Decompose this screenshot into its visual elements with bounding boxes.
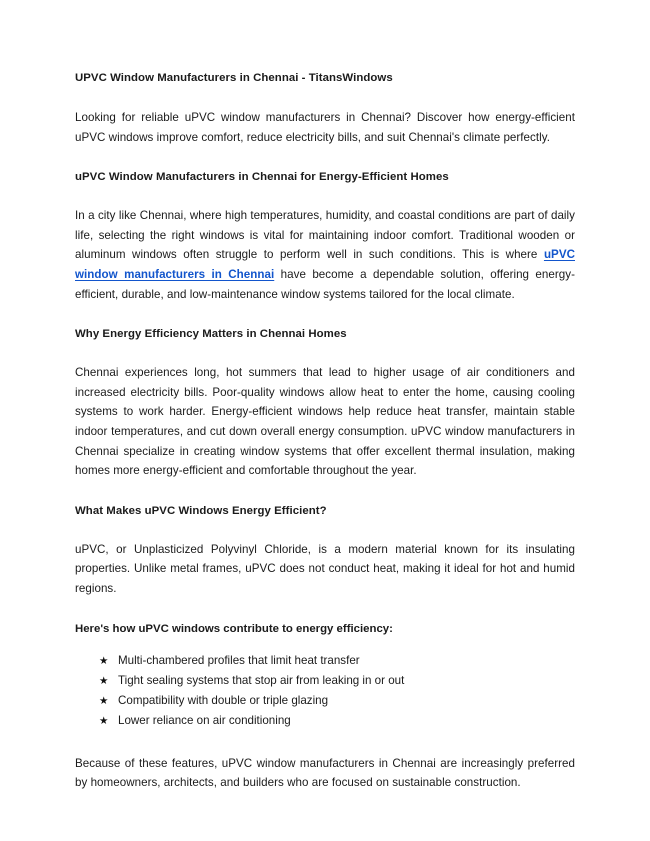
paragraph-what-makes-upvc-energy-efficient: uPVC, or Unplasticized Polyvinyl Chloride, is a modern material known for its insulating properties. Unlike metal frames, uPVC does not conduct heat, making it ideal for hot and humid regions. xyxy=(75,542,575,595)
star-icon: ★ xyxy=(99,695,109,708)
intro-paragraph: Looking for reliable uPVC window manufacturers in Chennai? Discover how energy-efficient uPVC windows improve comfort, reduce electricity bills, and suit Chennai's climate perfectly. xyxy=(75,111,575,144)
list-item-label: Multi-chambered profiles that limit heat transfer xyxy=(118,653,360,667)
benefits-list xyxy=(75,651,575,732)
paragraph-with-link xyxy=(75,206,575,304)
list-item xyxy=(99,711,575,731)
paragraph-text-after-link: have become a dependable solution, offering energy-efficient, durable, and low-maintenance window systems tailored for the local climate. xyxy=(75,267,575,301)
list-item xyxy=(99,651,575,671)
list-item xyxy=(99,671,575,691)
list-lead-in-text: Here's how uPVC windows contribute to energy efficiency: xyxy=(75,622,393,635)
document-body xyxy=(75,70,575,793)
star-icon: ★ xyxy=(99,654,109,667)
star-icon: ★ xyxy=(99,674,109,687)
paragraph-text-before-link: In a city like Chennai, where high temperatures, humidity, and coastal conditions are part of daily life, selecting the right windows is vital for maintaining indoor comfort. Traditional wooden or aluminum windows often struggle to perform well in such conditions. This is where xyxy=(75,209,575,262)
list-item xyxy=(99,691,575,711)
page-title: UPVC Window Manufacturers in Chennai - TitansWindows xyxy=(75,72,393,84)
list-item-label: Compatibility with double or triple glazing xyxy=(118,694,329,708)
list-item-label: Lower reliance on air conditioning xyxy=(118,714,291,728)
list-item-label: Tight sealing systems that stop air from leaking in or out xyxy=(118,673,405,687)
section-heading-why-energy-efficiency-matters: Why Energy Efficiency Matters in Chennai Homes xyxy=(75,328,347,341)
paragraph-why-energy-efficiency-matters: Chennai experiences long, hot summers that lead to higher usage of air conditioners and increased electricity bills. Poor-quality windows allow heat to enter the home, causing cooling systems to work harder. Energy-efficient windows help reduce heat transfer, maintain stable indoor temperatures, and cut down overall energy consumption. uPVC window manufacturers in Chennai specialize in creating window systems that offer excellent thermal insulation, making homes more energy-efficient and comfortable throughout the year. xyxy=(75,366,575,478)
inline-link-upvc-manufacturers-chennai[interactable]: uPVC window manufacturers in Chennai xyxy=(75,248,575,281)
closing-paragraph: Because of these features, uPVC window manufacturers in Chennai are increasingly preferred by homeowners, architects, and builders who are focused on sustainable construction. xyxy=(75,756,575,790)
section-heading-what-makes-upvc-energy-efficient: What Makes uPVC Windows Energy Efficient? xyxy=(75,504,327,517)
section-heading-energy-efficient-homes: uPVC Window Manufacturers in Chennai for Energy-Efficient Homes xyxy=(75,171,449,184)
star-icon: ★ xyxy=(99,715,109,728)
